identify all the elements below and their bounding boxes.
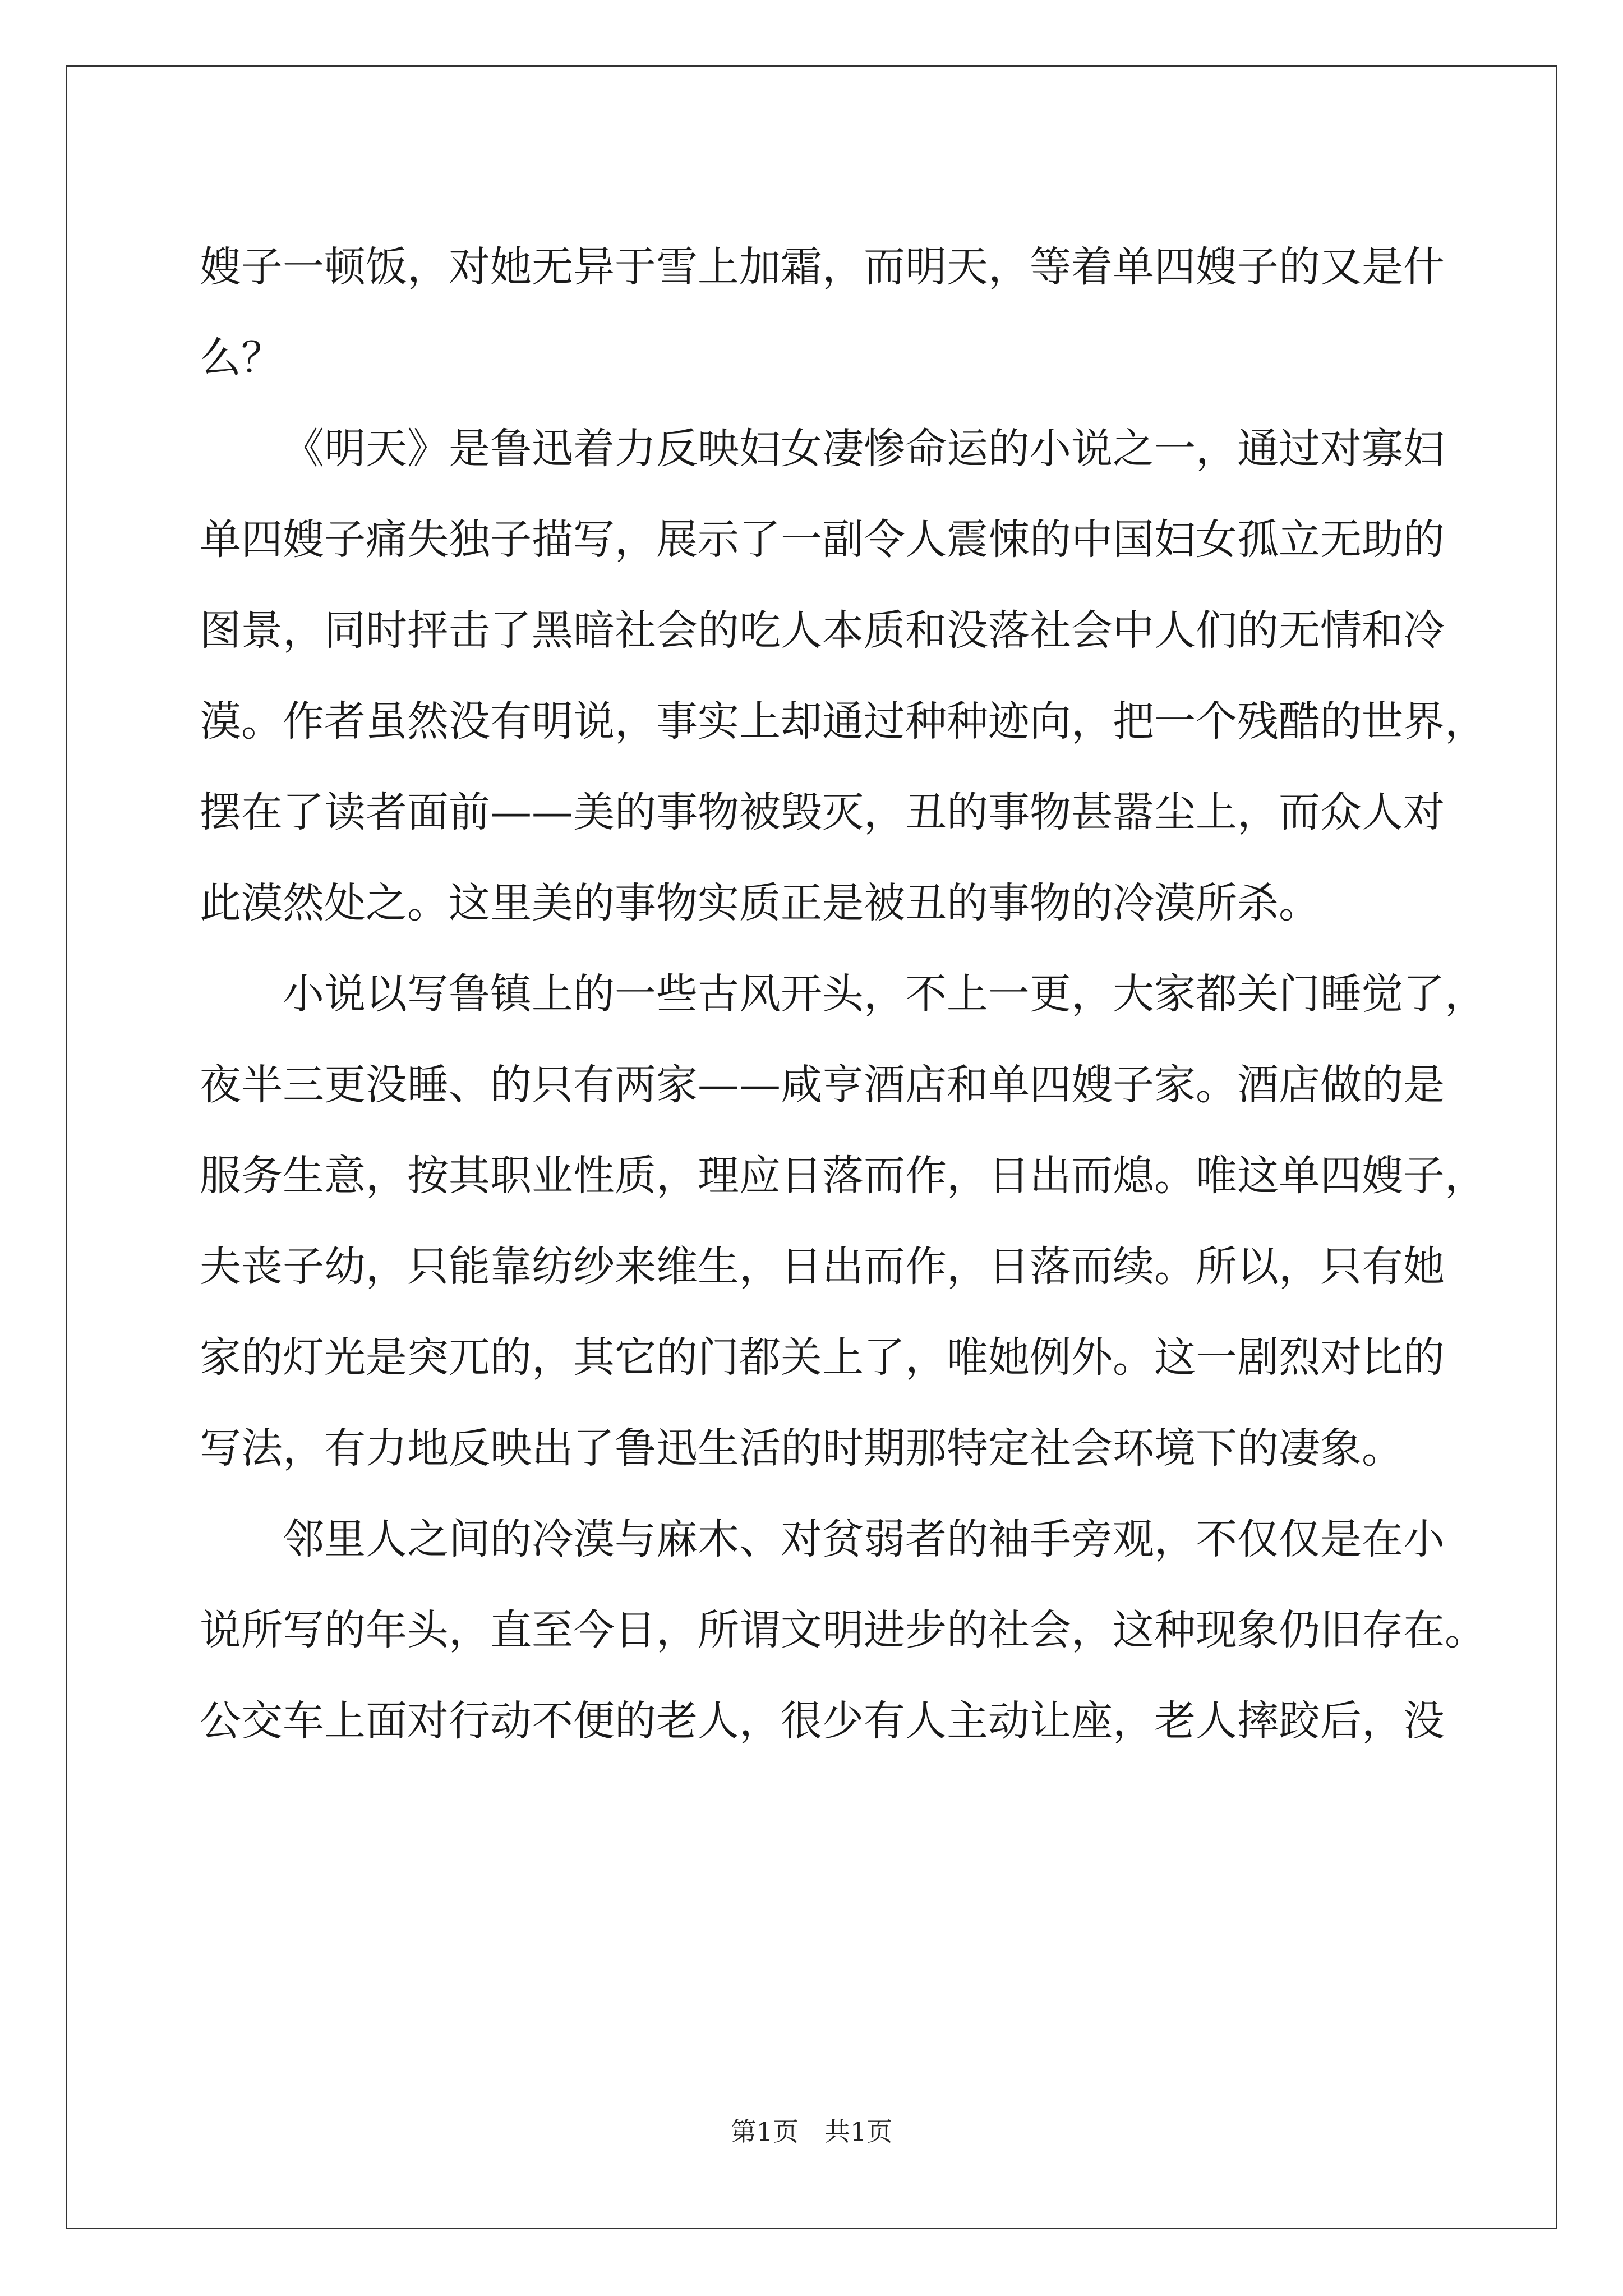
text-line: 嫂子一顿饭，对她无异于雪上加霜，而明天，等着单四嫂子的又是什 (200, 243, 1445, 291)
paragraph-first-line: 小说以写鲁镇上的一些古风开头，不上一更，大家都关门睡觉了， (283, 970, 1486, 1018)
text-line: 夫丧子幼，只能靠纺纱来维生，日出而作，日落而续。所以，只有她 (200, 1243, 1445, 1291)
page-number-footer: 第1页 共1页 (730, 2116, 893, 2147)
text-line: 么？ (200, 334, 283, 382)
text-line: 公交车上面对行动不便的老人，很少有人主动让座，老人摔跤后，没 (200, 1697, 1445, 1745)
text-line: 服务生意，按其职业性质，理应日落而作，日出而熄。唯这单四嫂子， (200, 1152, 1486, 1200)
paragraph-first-line: 邻里人之间的冷漠与麻木、对贫弱者的袖手旁观，不仅仅是在小 (283, 1515, 1445, 1563)
paragraph-first-line: 《明天》是鲁迅着力反映妇女凄惨命运的小说之一，通过对寡妇 (283, 425, 1445, 473)
text-line: 说所写的年头，直至今日，所谓文明进步的社会，这种现象仍旧存在。 (200, 1606, 1486, 1654)
text-line: 此漠然处之。这里美的事物实质正是被丑的事物的冷漠所杀。 (200, 879, 1320, 927)
text-line: 摆在了读者面前——美的事物被毁灭，丑的事物甚嚣尘上，而众人对 (200, 788, 1445, 836)
text-line: 单四嫂子痛失独子描写，展示了一副令人震悚的中国妇女孤立无助的 (200, 516, 1445, 564)
document-body (200, 222, 1486, 1766)
text-line: 漠。作者虽然没有明说，事实上却通过种种迹向，把一个残酷的世界， (200, 697, 1486, 746)
text-line: 夜半三更没睡、的只有两家——咸亨酒店和单四嫂子家。酒店做的是 (200, 1061, 1445, 1109)
text-line: 家的灯光是突兀的，其它的门都关上了，唯她例外。这一剧烈对比的 (200, 1333, 1445, 1382)
text-line: 写法，有力地反映出了鲁迅生活的时期那特定社会环境下的凄象。 (200, 1424, 1403, 1473)
text-line: 图景，同时抨击了黑暗社会的吃人本质和没落社会中人们的无情和冷 (200, 606, 1445, 655)
